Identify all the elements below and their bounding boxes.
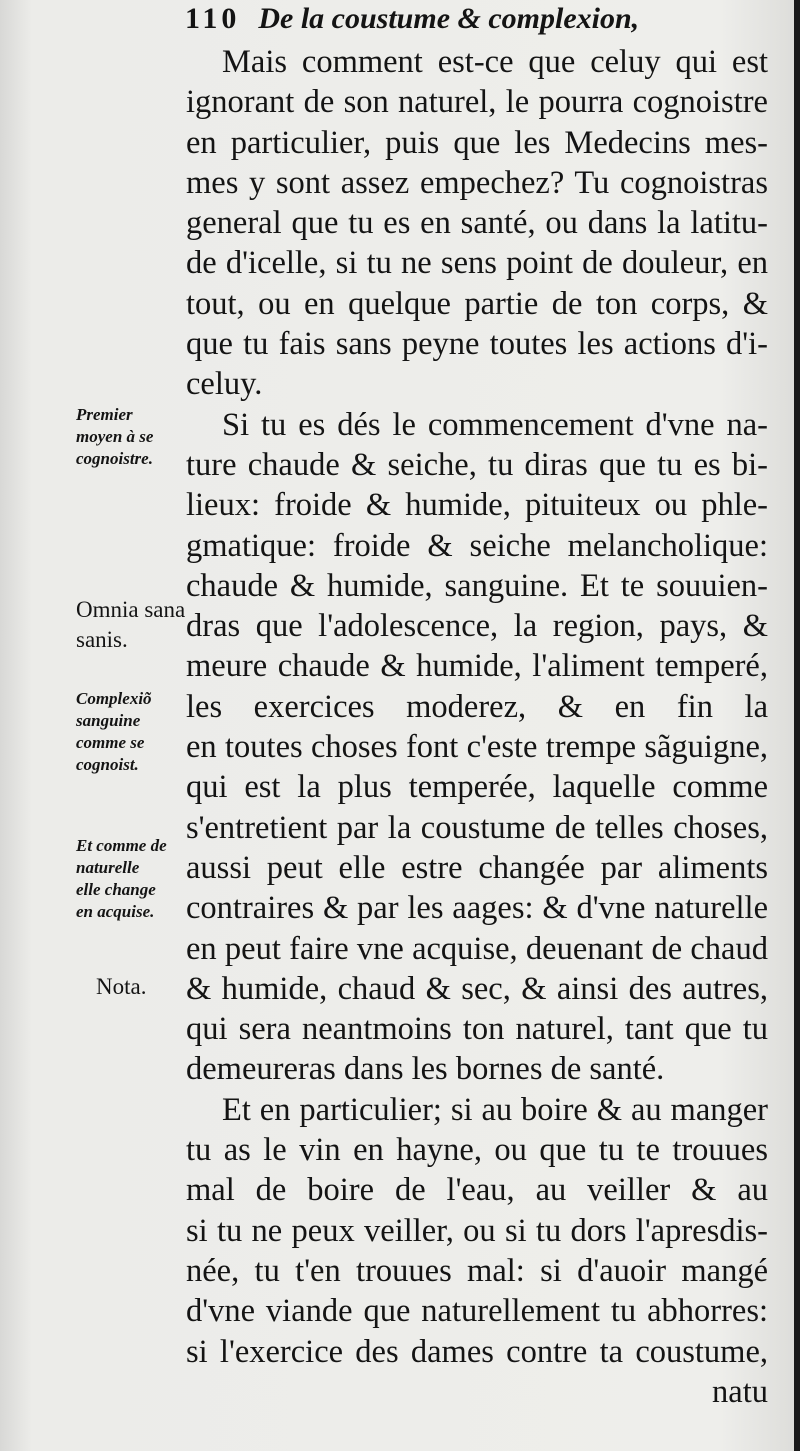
margin-note-naturelle-acquise: Et comme de naturelle elle change en acquise. (76, 836, 167, 921)
text-line: chaude & humide, sanguine. Et te souuien- (186, 567, 768, 604)
text-line: qui est la plus temperée, laquelle comme (186, 769, 768, 806)
text-line: de d'icelle, si tu ne sens point de douleur, en (186, 245, 768, 282)
text-line: Si tu es dés le commencement d'vne na- (222, 406, 768, 443)
text-line: si tu ne peux veiller, ou si tu dors l'apresdis- (186, 1212, 768, 1249)
text-line: tu as le vin en hayne, ou que tu te trouues (186, 1132, 768, 1169)
text-line: ignorant de son naturel, le pourra cognoistre (186, 84, 768, 121)
text-line: que tu fais sans peyne toutes les actions d'i- (186, 326, 768, 363)
margin-note-omnia-sana: Omnia sana sanis. (76, 597, 186, 652)
text-line: née, tu t'en trouues mal: si d'auoir mangé (186, 1252, 768, 1289)
text-line: gmatique: froide & seiche melancholique: (186, 527, 768, 564)
text-line: general que tu es en santé, ou dans la latitu- (186, 205, 768, 242)
margin-note-premier-moyen: Premier moyen à se cognoistre. (76, 405, 154, 468)
text-line: tout, ou en quelque partie de ton corps, & (186, 285, 768, 322)
text-line: lieux: froide & humide, pituiteux ou phle- (186, 487, 768, 524)
text-line: & humide, chaud & sec, & ainsi des autres, (186, 970, 768, 1007)
text-line: Mais comment est-ce que celuy qui est (222, 44, 768, 80)
text-line: s'entretient par la coustume de telles choses, (186, 809, 768, 846)
running-header (185, 2, 775, 42)
text-line: qui sera neantmoins ton naturel, tant que tu (186, 1011, 768, 1048)
running-title: De la coustume & complexion, (258, 2, 640, 35)
text-line: en toutes choses font c'este trempe sãguigne, (186, 729, 768, 766)
text-line: contraires & par les aages: & d'vne naturelle (186, 890, 768, 927)
text-line: en peut faire vne acquise, deuenant de chaud (186, 930, 768, 967)
text-line: ture chaude & seiche, tu diras que tu es bi- (186, 446, 768, 483)
text-line: demeureras dans les bornes de santé. (186, 1051, 665, 1088)
text-line: en particulier, puis que les Medecins mes- (186, 124, 768, 161)
margin-note-complexion-sanguine: Complexiõ sanguine comme se cognoist. (76, 689, 152, 774)
margin-note-nota: Nota. (96, 974, 147, 999)
page-number: 110 (185, 2, 241, 35)
text-line: si l'exercice des dames contre ta coustume, (186, 1333, 768, 1370)
text-line: mal de boire de l'eau, au veiller & au (186, 1172, 768, 1209)
text-line: dras que l'adolescence, la region, pays, & (186, 608, 768, 645)
text-line: Et en particulier; si au boire & au manger (222, 1091, 768, 1128)
text-line: mes y sont assez empechez? Tu cognoistras (186, 164, 768, 201)
catchword: natu (712, 1373, 768, 1410)
text-line: d'vne viande que naturellement tu abhorres: (186, 1293, 768, 1330)
page-edge (794, 0, 800, 1451)
text-line: celuy. (186, 366, 263, 403)
text-line: aussi peut elle estre changée par aliments (186, 849, 768, 886)
text-line: meure chaude & humide, l'aliment temperé, (186, 648, 768, 685)
main-text (186, 42, 768, 1412)
text-line: les exercices moderez, & en fin la (186, 688, 768, 725)
